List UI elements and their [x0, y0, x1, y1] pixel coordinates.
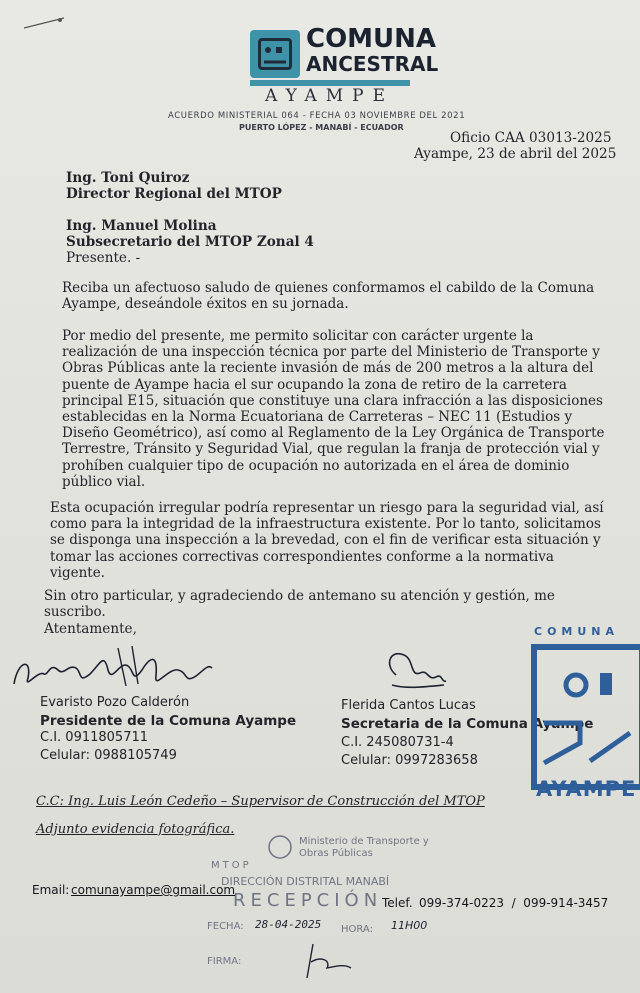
right-signatory-ci: C.I. 245080731-4: [341, 735, 454, 750]
office-number: Oficio CAA 03013-2025: [450, 130, 612, 146]
side-stamp-bottom: AYAMPE: [536, 777, 637, 801]
logo-name: AYAMPE: [265, 86, 395, 106]
presente-line: Presente. -: [66, 250, 141, 266]
email-link[interactable]: comunayampe@gmail.com: [71, 883, 236, 897]
signature-right: [380, 645, 450, 695]
recipient1-title: Director Regional del MTOP: [66, 186, 282, 202]
right-signatory-phone: Celular: 0997283658: [341, 753, 478, 768]
agreement-line: ACUERDO MINISTERIAL 064 - FECHA 03 NOVIEMBRE DEL 2021: [168, 111, 466, 121]
paragraph-closing: Sin otro particular, y agradeciendo de antemano su atención y gestión, me suscribo.: [44, 588, 555, 621]
stamp-emblem-icon: [530, 643, 640, 793]
left-signatory-phone: Celular: 0988105749: [40, 748, 177, 763]
date-value: 28-04-2025: [255, 918, 322, 931]
logo-line2: ANCESTRAL: [306, 52, 439, 76]
paragraph-risk: Esta ocupación irregular podría representar un riesgo para la seguridad vial, así como para la integridad de la infraestructura existente. Por lo tanto, solicitamos se disponga una inspección a la brevedad, con el fin de verificar esta situación y tomar las acciones correctivas correspondientes conforme a la normativa vigente.: [50, 500, 604, 581]
date-label: FECHA:: [207, 921, 244, 932]
location-line: PUERTO LÓPEZ - MANABÍ - ECUADOR: [239, 123, 404, 132]
comuna-side-stamp: [530, 625, 640, 815]
right-signatory-name: Flerida Cantos Lucas: [341, 698, 476, 713]
right-signatory-role: Secretaria de la Comuna Ayampe: [341, 716, 594, 732]
left-signatory-role: Presidente de la Comuna Ayampe: [40, 713, 297, 729]
signature-label: FIRMA:: [207, 956, 242, 967]
left-signatory-ci: C.I. 0911805711: [40, 730, 149, 745]
time-label: HORA:: [341, 924, 373, 935]
ministry-name: Ministerio de Transporte y Obras Públicas: [299, 836, 429, 859]
paragraph-greeting: Reciba un afectuoso saludo de quienes conformamos el cabildo de la Comuna Ayampe, deseándole éxitos en su jornada.: [62, 280, 595, 313]
pen-mark: [20, 12, 70, 32]
ministry-seal-icon: [267, 834, 293, 860]
signature-left: [8, 640, 218, 696]
time-value: 11H00: [391, 919, 428, 932]
comuna-logo-icon: [250, 30, 300, 78]
phone-numbers: 099-374-0223 / 099-914-3457: [419, 896, 609, 910]
recipient2-title: Subsecretario del MTOP Zonal 4: [66, 234, 314, 250]
email-label: Email:: [32, 883, 70, 897]
place-date: Ayampe, 23 de abril del 2025: [414, 146, 617, 162]
attachment-line: Adjunto evidencia fotográfica.: [36, 822, 235, 837]
paragraph-request: Por medio del presente, me permito solicitar con carácter urgente la realización de una inspección técnica por parte del Ministerio de Transporte y Obras Públicas ante la reciente invasión de más de 200 metros a la altura del puente de Ayampe hacia el sur ocupando la zona de retiro de la carretera principal E15, situación que constituye una clara infracción a las disposiciones establecidas en la Norma Ecuatoriana de Carreteras – NEC 11 (Estudios y Diseño Geométrico), así como al Reglamento de la Ley Orgánica de Transporte Terrestre, Tránsito y Seguridad Vial, que regulan la franja de protección vial y prohíben cualquier tipo de ocupación no autorizada en el área de dominio público vial.: [62, 328, 605, 490]
recipient1-name: Ing. Toni Quiroz: [66, 170, 190, 186]
cc-line: C.C: Ing. Luis León Cedeño – Supervisor de Construcción del MTOP: [36, 794, 485, 809]
mtop-mark: MTOP: [211, 860, 252, 871]
reception-signature: [297, 938, 357, 982]
reception-title: RECEPCIÓN: [233, 890, 383, 911]
district-office: DIRECCIÓN DISTRITAL MANABÍ: [221, 875, 390, 888]
logo-line1: COMUNA: [306, 24, 437, 54]
left-signatory-name: Evaristo Pozo Calderón: [40, 695, 190, 710]
phone-label: Telef.: [382, 896, 413, 910]
closing-salutation: Atentamente,: [44, 621, 137, 637]
side-stamp-top: COMUNA: [534, 625, 620, 638]
recipient2-name: Ing. Manuel Molina: [66, 218, 217, 234]
